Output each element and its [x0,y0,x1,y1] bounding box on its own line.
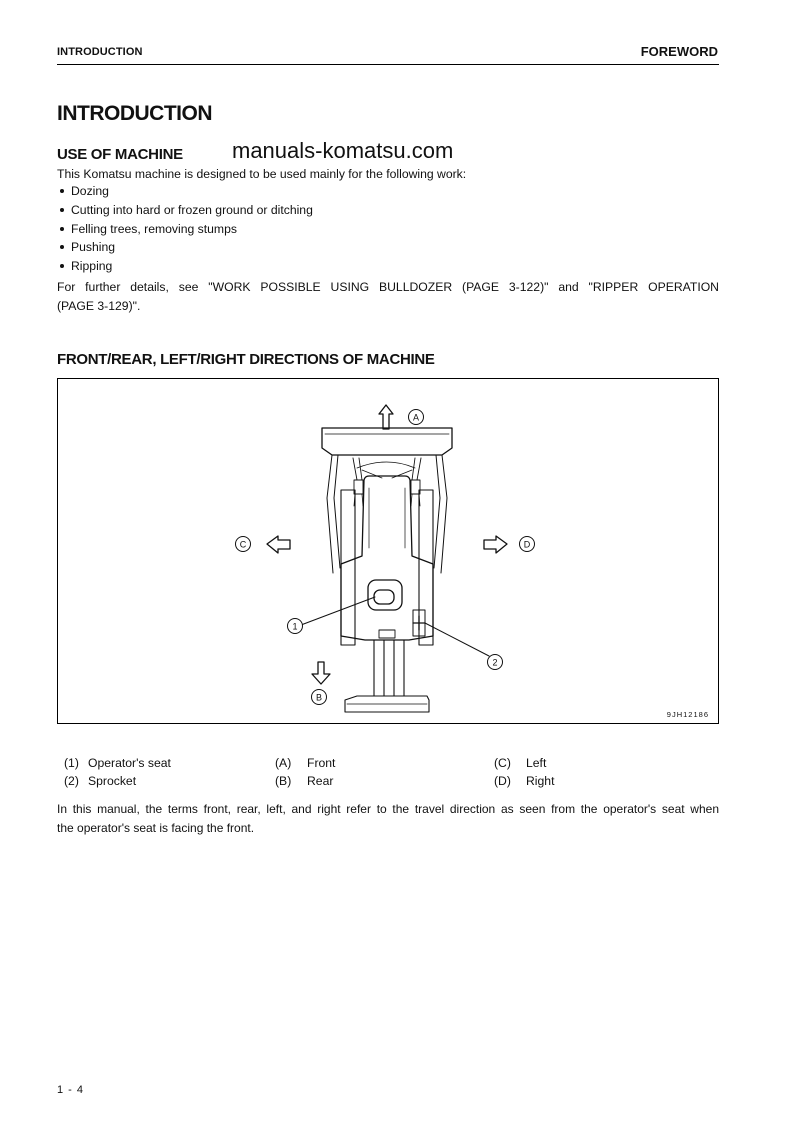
use-intro: This Komatsu machine is designed to be used mainly for the following work: [57,167,467,181]
left-arrow-icon [267,536,290,553]
legend-label: Left [526,756,547,770]
directions-note-line-1: In this manual, the terms front, rear, left, and right refer to the travel direction as seen from the operator's seat when [57,802,719,816]
bullet-text: Cutting into hard or frozen ground or ditching [71,203,313,217]
legend-label: Rear [307,774,334,788]
header-rule [57,64,719,65]
bullet-dot [60,264,64,268]
bullet-text: Ripping [71,259,113,273]
bullet-dot [60,227,64,231]
rear-arrow-icon [312,662,330,684]
ripper [374,640,404,696]
details-line-2: (PAGE 3-129)". [57,299,141,313]
legend-num: (B) [275,774,292,788]
bullet-item [60,203,313,217]
legend-num: (A) [275,756,292,770]
legend-num: (2) [64,774,79,788]
callout-d-label: D [523,539,531,550]
legend-num: (D) [494,774,511,788]
callout-c-label: C [239,539,247,550]
use-of-machine-heading: USE OF MACHINE [57,146,183,163]
bullet-item [60,222,237,236]
legend-num: (1) [64,756,79,770]
legend-label: Right [526,774,555,788]
bullet-item [60,240,115,254]
bullet-text: Dozing [71,184,109,198]
callout-a-label: A [412,412,420,423]
leader-line-sprocket [425,623,489,656]
right-arrow-icon [484,536,507,553]
bullet-dot [60,245,64,249]
legend-num: (C) [494,756,511,770]
front-arrow-icon [379,405,393,429]
bullet-text: Pushing [71,240,116,254]
legend-label: Front [307,756,336,770]
callout-1-label: 1 [292,621,298,632]
running-header-section: INTRODUCTION [57,46,143,58]
details-line-1: For further details, see "WORK POSSIBLE USING BULLDOZER (PAGE 3-122)" and "RIPPER OPERATION [57,280,719,294]
bullet-text: Felling trees, removing stumps [71,222,237,236]
figure-id: 9JH12186 [666,710,709,719]
bullet-item [60,184,109,198]
callout-2-label: 2 [492,657,498,668]
leader-line-seat [301,597,375,625]
legend-label: Sprocket [88,774,137,788]
directions-heading: FRONT/REAR, LEFT/RIGHT DIRECTIONS OF MACHINE [57,351,435,368]
page-number: 1 - 4 [57,1084,85,1096]
page-title: INTRODUCTION [57,102,212,125]
left-track [341,490,355,645]
legend-label: Operator's seat [88,756,171,770]
operator-seat [368,580,402,610]
running-header-chapter: FOREWORD [640,44,718,59]
bullet-dot [60,189,64,193]
watermark: manuals-komatsu.com [232,138,454,163]
bullet-dot [60,208,64,212]
directions-note-line-2: the operator's seat is facing the front. [57,821,255,835]
machine-direction-diagram [57,378,719,724]
right-track [419,490,433,645]
bullet-item [60,259,112,273]
callout-b-label: B [315,692,323,703]
dozer-blade [322,428,452,455]
